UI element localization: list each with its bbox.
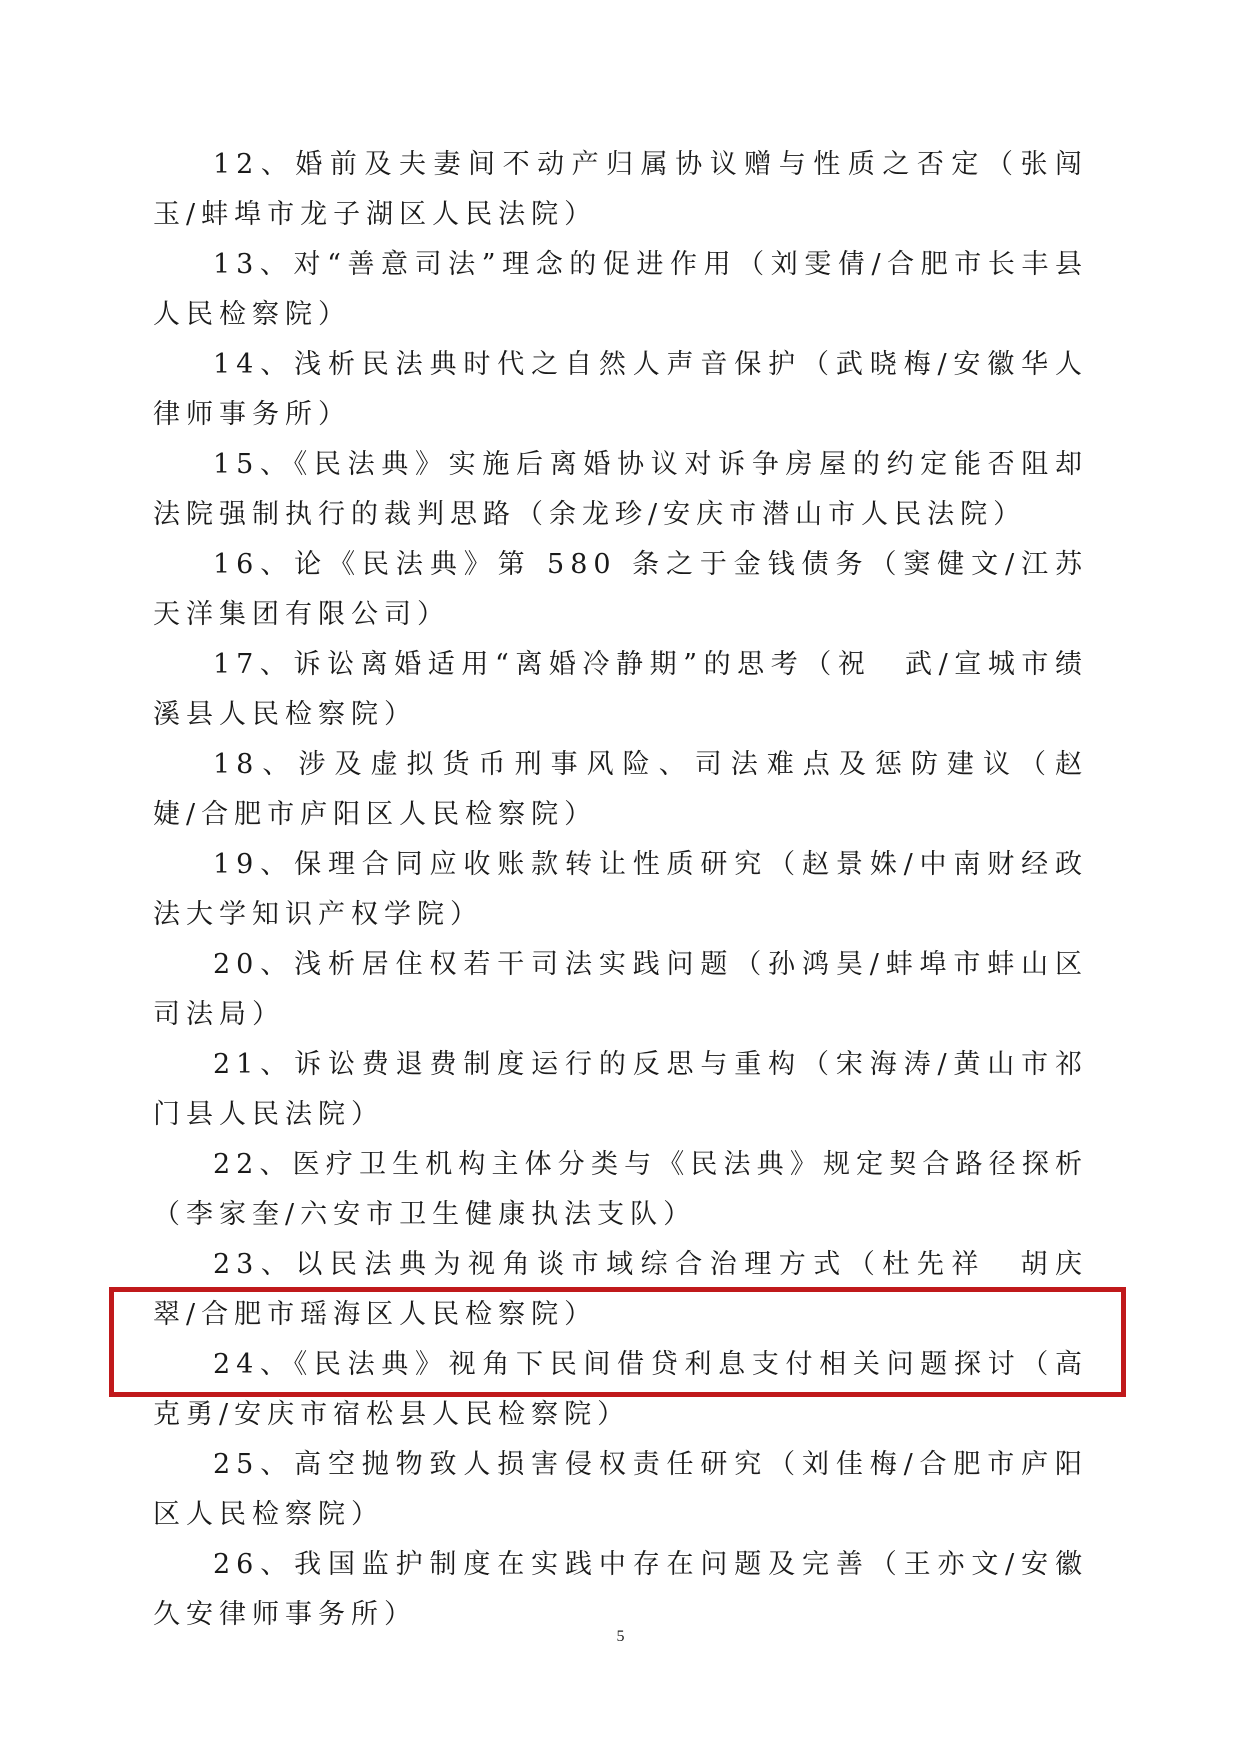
list-item: 20、浅析居住权若干司法实践问题（孙鸿昊/蚌埠市蚌山区司法局） xyxy=(153,949,1088,1030)
list-item: 26、我国监护制度在实践中存在问题及完善（王亦文/安徽久安律师事务所） xyxy=(153,1549,1088,1630)
highlight-box xyxy=(109,1287,1126,1397)
page-number: 5 xyxy=(616,1628,625,1645)
list-item: 18、涉及虚拟货币刑事风险、司法难点及惩防建议（赵 婕/合肥市庐阳区人民检察院） xyxy=(153,749,1121,830)
list-item: 21、诉讼费退费制度运行的反思与重构（宋海涛/黄山市祁门县人民法院） xyxy=(153,1049,1088,1130)
list-item: 15、《民法典》实施后离婚协议对诉争房屋的约定能否阻却法院强制执行的裁判思路（余龙珍/安庆市潜山市人民法院） xyxy=(153,449,1088,530)
list-item: 25、高空抛物致人损害侵权责任研究（刘佳梅/合肥市庐阳区人民检察院） xyxy=(153,1449,1088,1530)
list-item: 22、医疗卫生机构主体分类与《民法典》规定契合路径探析（李家奎/六安市卫生健康执法支队） xyxy=(153,1149,1088,1230)
list-item: 19、保理合同应收账款转让性质研究（赵景姝/中南财经政法大学知识产权学院） xyxy=(153,849,1088,930)
list-item-highlighted: 24、《民法典》视角下民间借贷利息支付相关问题探讨（高克勇/安庆市宿松县人民检察院） xyxy=(153,1349,1088,1430)
list-item: 23、以民法典为视角谈市域综合治理方式（杜先祥 胡庆翠/合肥市瑶海区人民检察院） xyxy=(153,1249,1088,1330)
list-item: 14、浅析民法典时代之自然人声音保护（武晓梅/安徽华人律师事务所） xyxy=(153,349,1088,430)
paper-list xyxy=(153,140,1121,1640)
list-item: 13、对“善意司法”理念的促进作用（刘雯倩/合肥市长丰县人民检察院） xyxy=(153,249,1088,330)
list-item: 16、论《民法典》第 580 条之于金钱债务（窦健文/江苏天洋集团有限公司） xyxy=(153,549,1088,630)
list-item: 17、诉讼离婚适用“离婚冷静期”的思考（祝 武/宣城市绩溪县人民检察院） xyxy=(153,649,1088,730)
list-item: 12、婚前及夫妻间不动产归属协议赠与性质之否定（张闯玉/蚌埠市龙子湖区人民法院） xyxy=(153,149,1088,230)
